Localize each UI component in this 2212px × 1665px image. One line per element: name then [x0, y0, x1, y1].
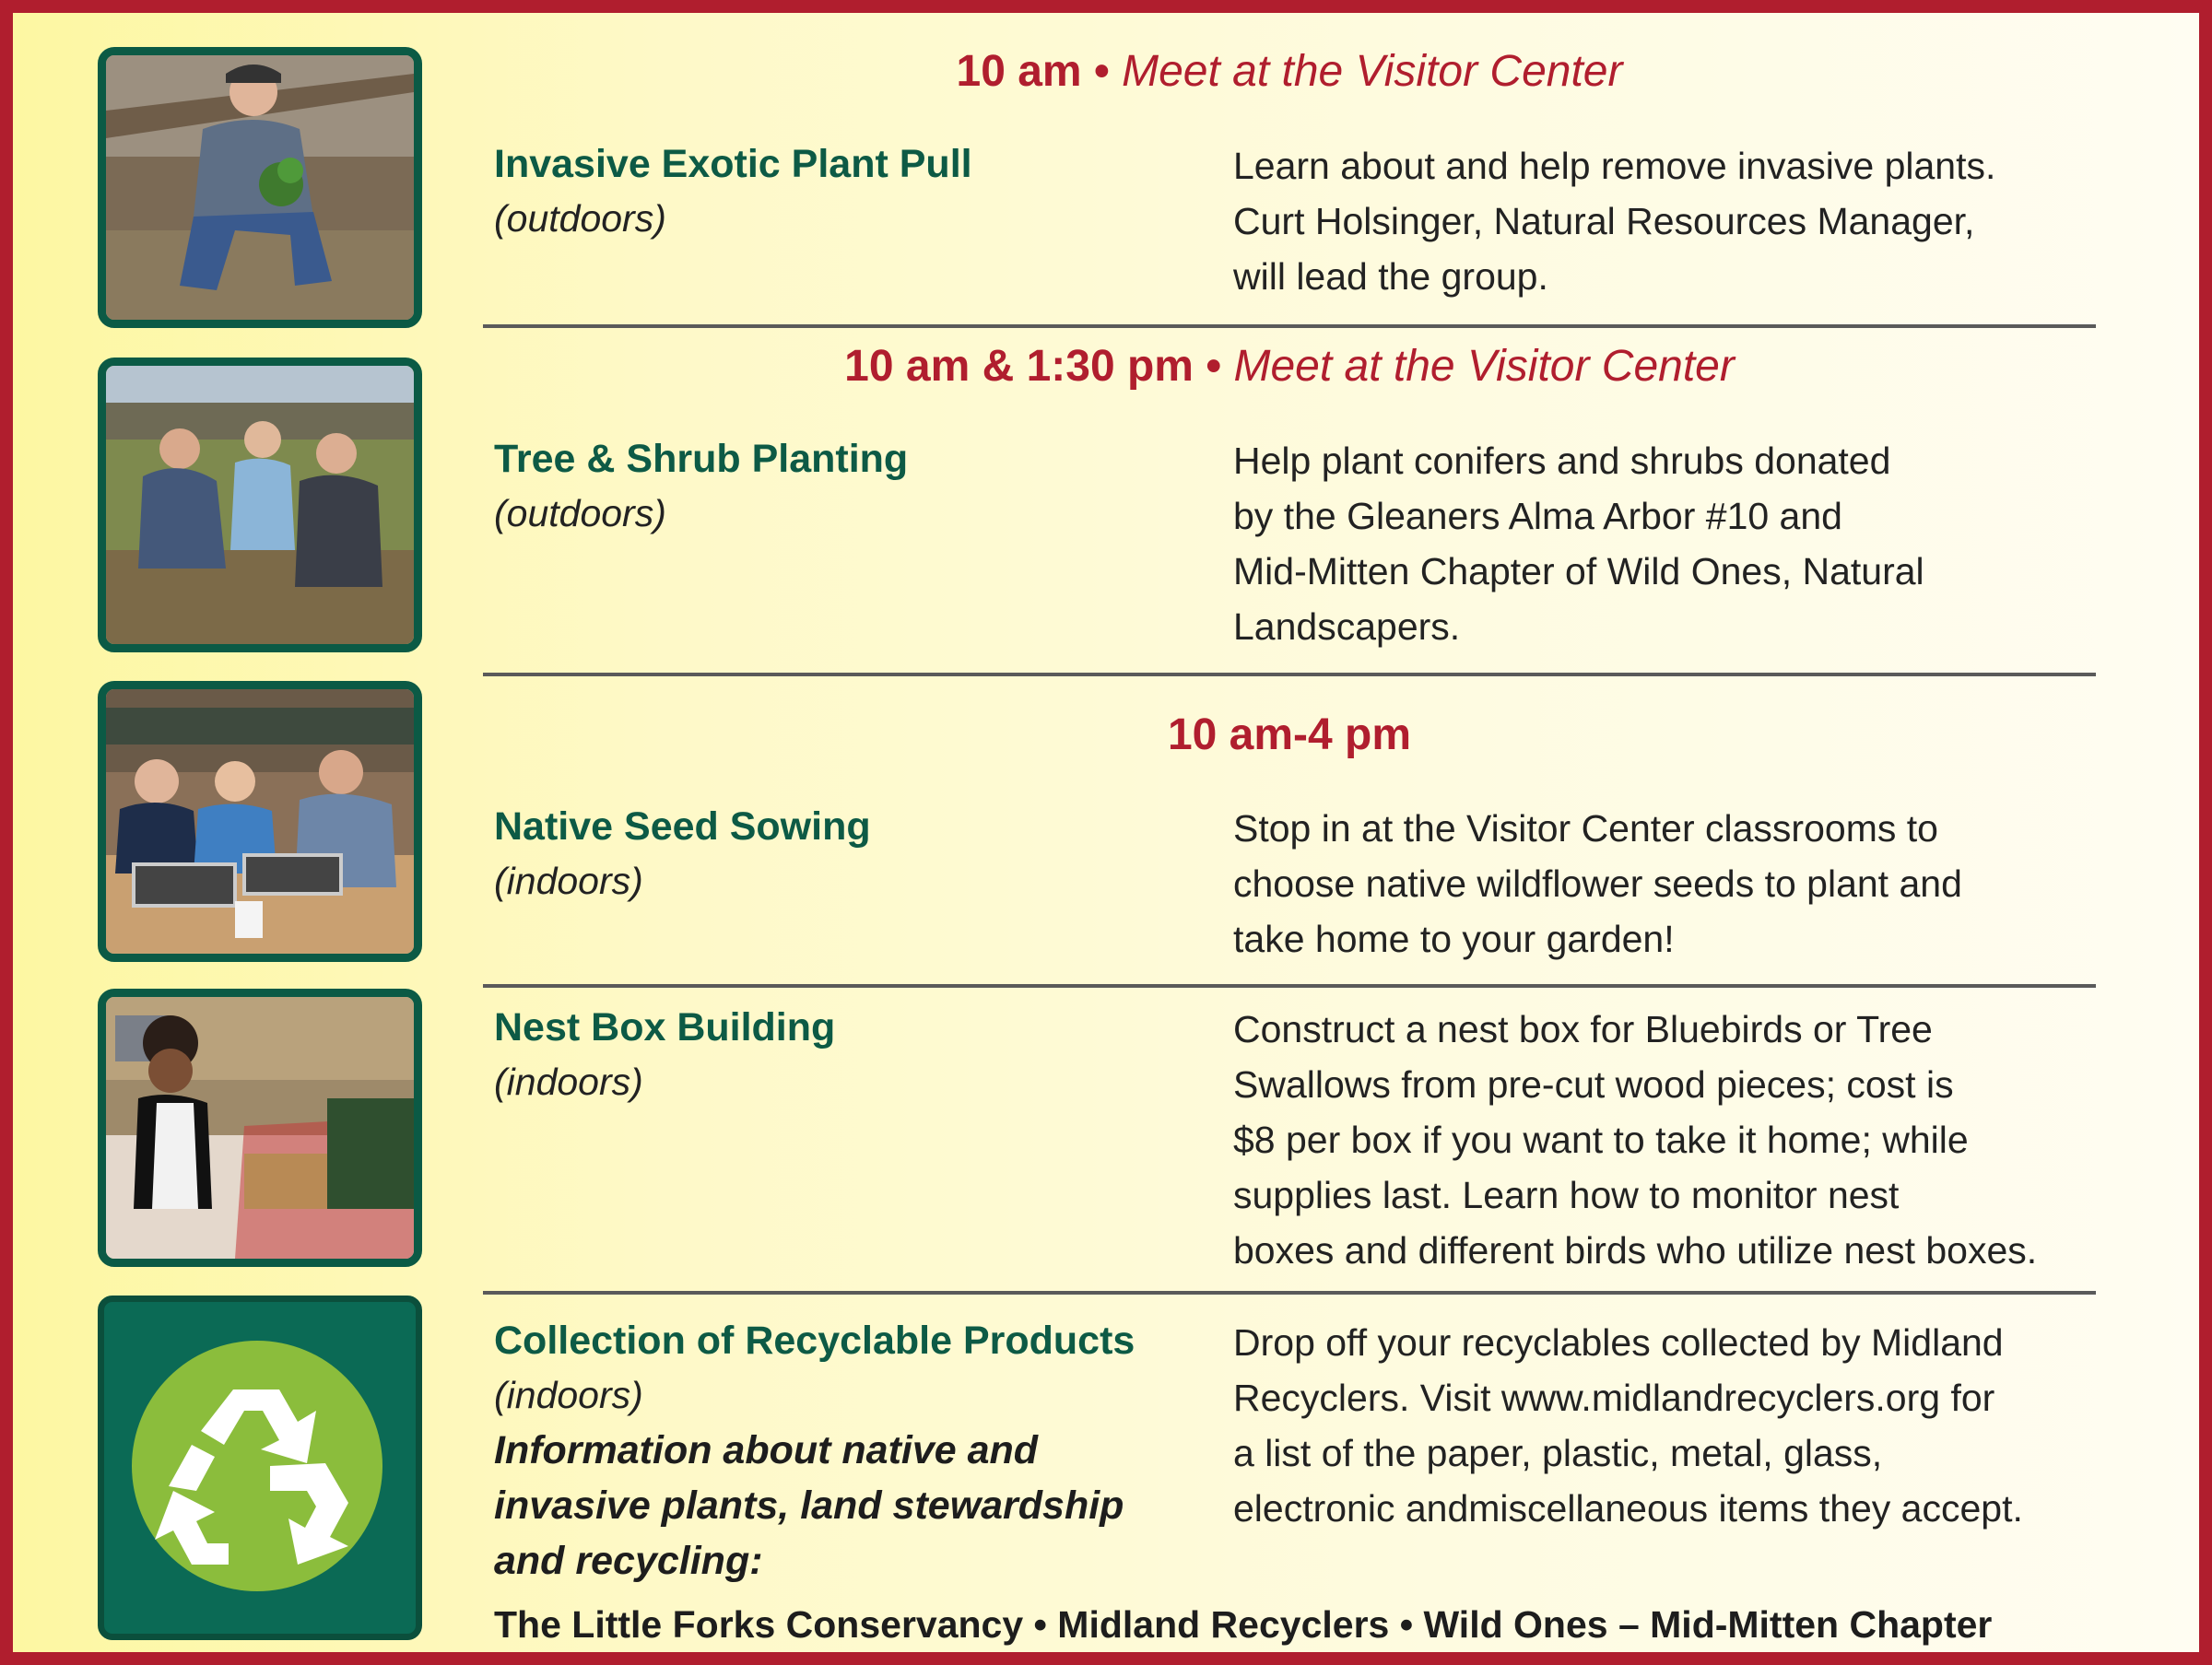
description-line: Learn about and help remove invasive plants. [1233, 145, 1996, 187]
time-label: 10 am [956, 47, 1082, 96]
divider [483, 673, 2096, 676]
photo-plant-pull [98, 47, 422, 328]
event-title: Tree & Shrub Planting [494, 437, 909, 481]
event-title: Invasive Exotic Plant Pull [494, 142, 972, 186]
divider [483, 324, 2096, 328]
photo-nest-box [98, 989, 422, 1267]
event-title: Nest Box Building [494, 1005, 836, 1049]
event-setting: (indoors) [494, 860, 643, 902]
recycle-panel [98, 1296, 422, 1640]
event-title: Native Seed Sowing [494, 804, 871, 849]
event-description [1233, 433, 2164, 654]
description-line: will lead the group. [1233, 255, 1548, 298]
photo-seed-sowing [98, 681, 422, 962]
location-label: Meet at the Visitor Center [1122, 47, 1623, 96]
location-label: Meet at the Visitor Center [1233, 342, 1735, 391]
description-line: Mid-Mitten Chapter of Wild Ones, Natural [1233, 550, 1924, 592]
event-description [1233, 801, 2164, 967]
event-setting: (indoors) [494, 1061, 643, 1103]
event-time-2 [483, 341, 2096, 392]
description-line: Swallows from pre-cut wood pieces; cost is [1233, 1063, 1954, 1106]
info-heading [494, 1423, 1124, 1589]
description-line: by the Gleaners Alma Arbor #10 and [1233, 495, 1842, 537]
description-line: a list of the paper, plastic, metal, glass, [1233, 1432, 1883, 1474]
photo-tree-planting [98, 358, 422, 652]
event-description [1233, 1002, 2164, 1278]
event-time-3 [483, 709, 2096, 760]
event-setting: (indoors) [494, 1374, 643, 1416]
description-line: Recyclers. Visit www.midlandrecyclers.org for [1233, 1377, 1995, 1419]
description-line: Curt Holsinger, Natural Resources Manager, [1233, 200, 1975, 242]
description-line: take home to your garden! [1233, 918, 1675, 960]
event-setting: (outdoors) [494, 492, 666, 534]
partners-line: The Little Forks Conservancy • Midland Recyclers • Wild Ones – Mid-Mitten Chapter [494, 1603, 1993, 1646]
time-label: 10 am & 1:30 pm [844, 342, 1194, 391]
description-line: Stop in at the Visitor Center classrooms to [1233, 807, 1938, 850]
description-line: boxes and different birds who utilize nest boxes. [1233, 1229, 2038, 1272]
divider [483, 984, 2096, 988]
info-line: and recycling: [494, 1539, 763, 1583]
bullet: • [1093, 47, 1110, 96]
event-description [1233, 1315, 2164, 1536]
description-line: $8 per box if you want to take it home; while [1233, 1119, 1969, 1161]
description-line: choose native wildflower seeds to plant and [1233, 862, 1962, 905]
event-title: Collection of Recyclable Products [494, 1319, 1135, 1363]
bullet: • [1206, 342, 1222, 391]
description-line: Construct a nest box for Bluebirds or Tree [1233, 1008, 1933, 1050]
description-line: Landscapers. [1233, 605, 1461, 648]
event-time-1 [483, 46, 2096, 97]
description-line: electronic andmiscellaneous items they accept. [1233, 1487, 2023, 1530]
info-line: invasive plants, land stewardship [494, 1483, 1124, 1528]
event-setting: (outdoors) [494, 197, 666, 240]
event-description [1233, 138, 2164, 304]
description-line: supplies last. Learn how to monitor nest [1233, 1174, 1900, 1216]
info-line: Information about native and [494, 1428, 1039, 1472]
description-line: Help plant conifers and shrubs donated [1233, 440, 1891, 482]
divider [483, 1291, 2096, 1295]
description-line: Drop off your recyclables collected by Midland [1233, 1321, 2004, 1364]
time-label: 10 am-4 pm [1167, 710, 1412, 759]
recycle-icon [104, 1302, 416, 1634]
